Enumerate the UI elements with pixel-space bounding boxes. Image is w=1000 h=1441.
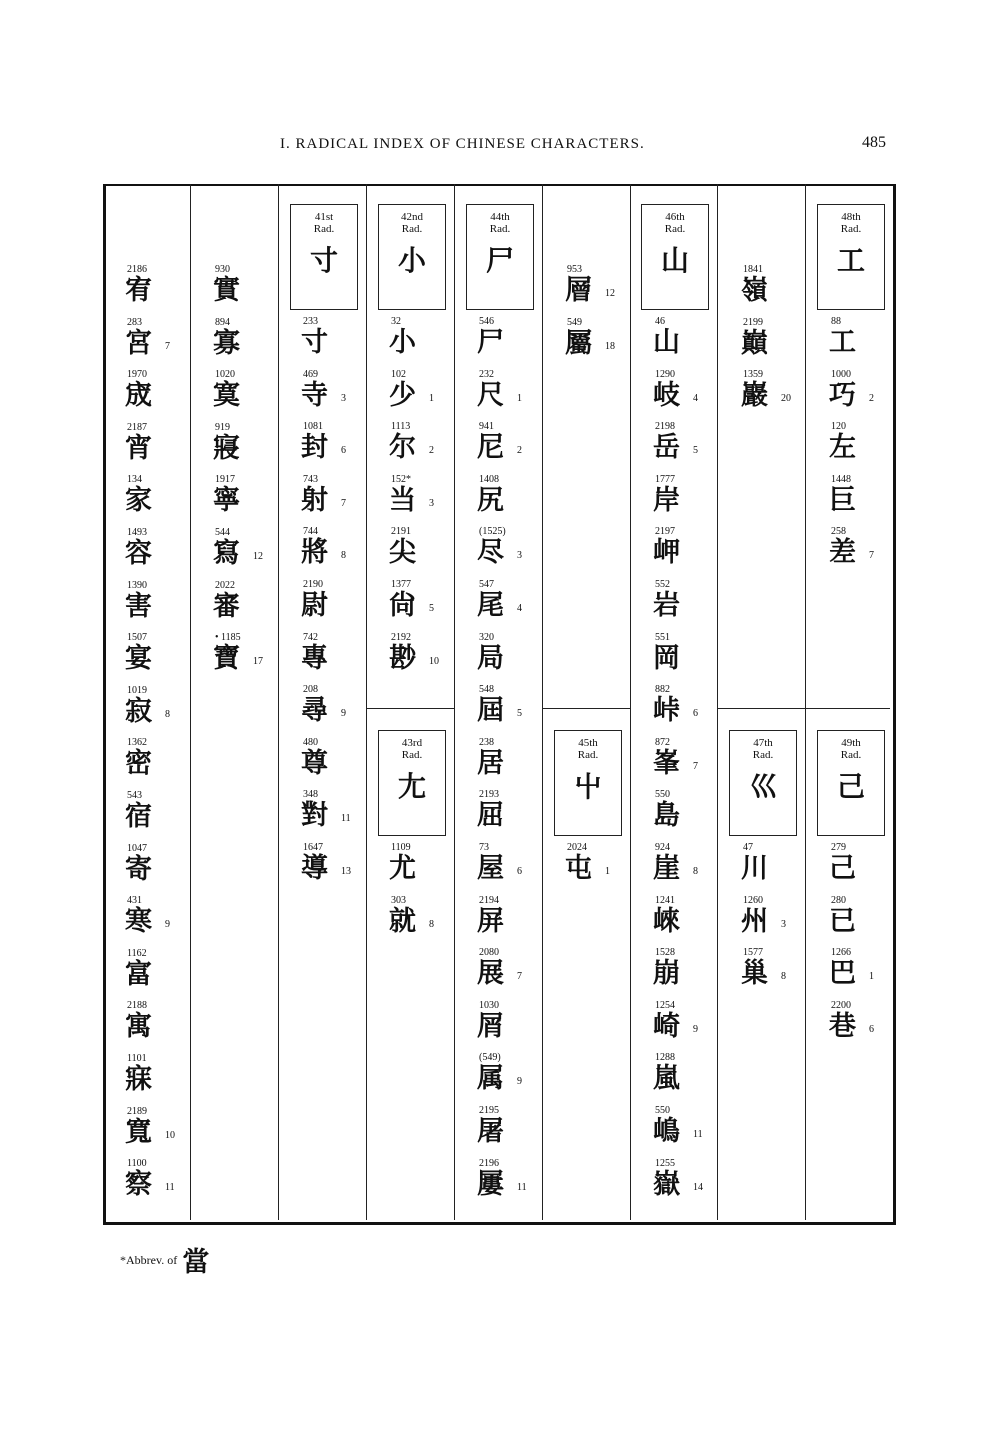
entry-number: 1288 — [655, 1052, 675, 1064]
entry-number: 348 — [303, 789, 318, 801]
entry-character: 層 — [565, 275, 592, 306]
entry-character: 左 — [829, 432, 856, 464]
entry-number: 919 — [215, 421, 230, 433]
entry-number: 233 — [303, 316, 318, 327]
entry-number: 2190 — [303, 579, 323, 590]
entry-stroke-count: 11 — [693, 1129, 703, 1140]
entry-character: 寡 — [213, 327, 240, 359]
entry-number: 1266 — [831, 947, 851, 959]
entry-number: 258 — [831, 526, 846, 538]
entry-stroke-count: 11 — [165, 1182, 175, 1194]
entry-number: 1362 — [127, 737, 147, 749]
radical-header-45 — [554, 730, 622, 836]
entry-character: 屏 — [477, 905, 504, 937]
entry-number: 152* — [391, 473, 411, 485]
entry-number: 550 — [655, 789, 670, 801]
entry-stroke-count: 9 — [165, 919, 170, 931]
entry-number: 2195 — [479, 1105, 499, 1116]
entry-number: 283 — [127, 316, 142, 328]
column-divider — [542, 184, 543, 1220]
entry-stroke-count: 8 — [781, 971, 786, 983]
entry-number: 1100 — [127, 1158, 147, 1170]
entry-number: 2024 — [567, 842, 587, 853]
entry-number: 2022 — [215, 579, 235, 591]
entry-number: 1254 — [655, 999, 675, 1011]
footnote-character: 當 — [182, 1247, 210, 1278]
entry-number: • 1185 — [215, 632, 241, 644]
radical-header-48 — [817, 204, 885, 310]
entry-character: 宿 — [125, 801, 152, 832]
entry-number: 431 — [127, 895, 142, 907]
entry-number: 1081 — [303, 421, 323, 433]
entry-stroke-count: 3 — [429, 497, 434, 509]
entry-character: 己 — [829, 853, 856, 884]
entry-number: 546 — [479, 316, 494, 327]
entry-number: 1019 — [127, 684, 147, 696]
entry-character: 寞 — [213, 380, 240, 412]
radical-label: 46th Rad. — [664, 211, 686, 235]
radical-header-46 — [641, 204, 709, 310]
entry-number: 279 — [831, 842, 846, 853]
entry-number: 238 — [479, 736, 494, 748]
entry-character: 宴 — [125, 643, 152, 675]
entry-number: 1917 — [215, 474, 235, 486]
entry-character: 尖 — [389, 537, 416, 569]
radical-label: 43rd Rad. — [401, 737, 423, 761]
entry-character: 宥 — [125, 275, 152, 306]
entry-character: 屢 — [477, 1168, 504, 1200]
entry-character: 宬 — [125, 380, 152, 412]
entry-character: 川 — [741, 853, 768, 884]
column-divider — [278, 184, 279, 1220]
entry-number: 1000 — [831, 368, 851, 380]
entry-number: 548 — [479, 684, 494, 696]
radical-character: 工 — [836, 244, 865, 277]
entry-character: 島 — [653, 800, 680, 832]
entry-character: 岸 — [653, 484, 680, 516]
entry-stroke-count: 3 — [781, 918, 786, 930]
radical-character: 己 — [836, 770, 865, 803]
entry-character: 尠 — [389, 642, 416, 674]
entry-stroke-count: 6 — [341, 445, 346, 457]
entry-character: 尤 — [389, 853, 416, 884]
entry-number: 882 — [655, 684, 670, 696]
entry-number: 930 — [215, 264, 230, 275]
entry-character: 小 — [389, 327, 416, 358]
entry-character: 岩 — [653, 590, 680, 621]
entry-character: 實 — [213, 275, 240, 306]
entry-character: 局 — [477, 642, 504, 674]
radical-label: 45th Rad. — [577, 737, 599, 761]
entry-stroke-count: 9 — [517, 1076, 522, 1088]
entry-number: 2186 — [127, 264, 147, 275]
entry-number: 1020 — [215, 369, 235, 381]
entry-number: 102 — [391, 368, 406, 380]
entry-number: 550 — [655, 1105, 670, 1116]
entry-number: 1359 — [743, 369, 763, 381]
entry-character: 寂 — [125, 695, 152, 727]
entry-character: 崖 — [653, 853, 680, 884]
column-divider — [190, 184, 191, 1220]
entry-number: 1377 — [391, 579, 411, 590]
entry-number: 208 — [303, 684, 318, 696]
entry-character: 屆 — [477, 695, 504, 727]
entry-stroke-count: 18 — [605, 340, 615, 352]
entry-stroke-count: 12 — [253, 551, 263, 562]
entry-number: 2192 — [391, 631, 411, 643]
entry-number: 941 — [479, 421, 494, 433]
entry-number: (1525) — [479, 526, 506, 538]
entry-stroke-count: 14 — [693, 1181, 703, 1193]
entry-stroke-count: 2 — [869, 392, 874, 404]
entry-character: 尊 — [301, 747, 328, 779]
entry-character: 岡 — [653, 642, 680, 674]
entry-character: 封 — [301, 432, 328, 464]
entry-number: 2187 — [127, 421, 147, 433]
entry-number: 742 — [303, 631, 318, 643]
entry-character: 岐 — [653, 379, 680, 411]
radical-label: 42nd Rad. — [401, 211, 423, 235]
entry-character: 工 — [829, 327, 856, 358]
entry-stroke-count: 7 — [693, 760, 698, 772]
entry-stroke-count: 9 — [341, 708, 346, 720]
entry-character: 射 — [301, 484, 328, 516]
section-divider — [543, 708, 630, 709]
entry-character: 巔 — [741, 327, 768, 359]
entry-character: 宵 — [125, 432, 152, 464]
entry-character: 崍 — [653, 905, 680, 937]
entry-character: 峠 — [653, 695, 680, 727]
entry-number: 1109 — [391, 842, 411, 853]
entry-character: 巖 — [741, 380, 768, 412]
entry-character: 巢 — [741, 958, 768, 990]
radical-header-47 — [729, 730, 797, 836]
entry-character: 專 — [301, 642, 328, 674]
entry-character: 寒 — [125, 906, 152, 938]
entry-character: 寧 — [213, 485, 240, 517]
entry-number: 2193 — [479, 789, 499, 801]
entry-number: 320 — [479, 631, 494, 643]
entry-number: 46 — [655, 316, 665, 327]
entry-character: 尼 — [477, 432, 504, 464]
entry-character: 就 — [389, 905, 416, 937]
entry-character: 宮 — [125, 327, 152, 359]
entry-character: 崎 — [653, 1010, 680, 1042]
entry-number: 1390 — [127, 579, 147, 591]
entry-stroke-count: 7 — [869, 550, 874, 562]
radical-character: 尢 — [397, 770, 426, 803]
entry-character: 巷 — [829, 1010, 856, 1042]
entry-number: 480 — [303, 736, 318, 748]
entry-character: 寶 — [213, 643, 240, 675]
entry-stroke-count: 8 — [165, 708, 170, 720]
entry-number: 2188 — [127, 1000, 147, 1012]
entry-number: 544 — [215, 527, 230, 538]
entry-character: 屠 — [477, 1116, 504, 1147]
entry-stroke-count: 5 — [517, 708, 522, 720]
entry-character: 寫 — [213, 538, 240, 569]
entry-number: 232 — [479, 368, 494, 380]
entry-stroke-count: 2 — [429, 445, 434, 457]
entry-character: 屋 — [477, 853, 504, 884]
entry-character: 寢 — [213, 432, 240, 464]
entry-stroke-count: 5 — [693, 445, 698, 457]
radical-character: 寸 — [309, 244, 338, 277]
entry-character: 屯 — [565, 853, 592, 884]
entry-stroke-count: 12 — [605, 288, 615, 299]
entry-number: 1507 — [127, 632, 147, 644]
entry-number: 1970 — [127, 369, 147, 381]
entry-character: 寄 — [125, 853, 152, 885]
entry-number: 47 — [743, 842, 753, 853]
radical-header-44 — [466, 204, 534, 310]
entry-character: 寬 — [125, 1116, 152, 1148]
entry-number: 1241 — [655, 894, 675, 906]
entry-number: 1841 — [743, 264, 763, 275]
entry-stroke-count: 10 — [165, 1129, 175, 1141]
entry-character: 州 — [741, 905, 768, 937]
entry-number: 469 — [303, 368, 318, 380]
footnote-text: *Abbrev. of — [120, 1253, 178, 1267]
entry-character: 居 — [477, 747, 504, 779]
entry-character: 尻 — [477, 484, 504, 516]
radical-character: 山 — [660, 244, 689, 277]
entry-stroke-count: 3 — [341, 392, 346, 404]
entry-character: 屈 — [477, 800, 504, 832]
entry-character: 屬 — [565, 327, 592, 359]
entry-character: 將 — [301, 537, 328, 569]
entry-number: 1113 — [391, 421, 411, 433]
entry-number: 2199 — [743, 316, 763, 328]
entry-character: 尙 — [389, 590, 416, 621]
entry-number: 2196 — [479, 1157, 499, 1169]
entry-number: 1101 — [127, 1053, 147, 1064]
entry-number: 1290 — [655, 368, 675, 380]
entry-stroke-count: 8 — [429, 918, 434, 930]
entry-number: 2197 — [655, 526, 675, 538]
entry-character: 崩 — [653, 958, 680, 990]
entry-stroke-count: 6 — [693, 708, 698, 720]
entry-number: 2191 — [391, 526, 411, 538]
entry-character: 尾 — [477, 590, 504, 621]
entry-number: 134 — [127, 474, 142, 486]
entry-number: 1162 — [127, 947, 147, 959]
entry-number: 1528 — [655, 947, 675, 959]
entry-number: 924 — [655, 842, 670, 853]
entry-number: 1647 — [303, 842, 323, 853]
entry-stroke-count: 1 — [429, 392, 434, 404]
entry-character: 山 — [653, 327, 680, 358]
entry-stroke-count: 13 — [341, 866, 351, 877]
entry-number: 743 — [303, 473, 318, 485]
entry-number: 744 — [303, 526, 318, 538]
entry-character: 尸 — [477, 327, 504, 358]
entry-character: 尽 — [477, 537, 504, 569]
entry-character: 嵐 — [653, 1063, 680, 1095]
entry-stroke-count: 8 — [341, 550, 346, 562]
radical-header-43 — [378, 730, 446, 836]
entry-number: 2189 — [127, 1105, 147, 1117]
radical-label: 44th Rad. — [489, 211, 511, 235]
entry-number: 88 — [831, 316, 841, 327]
entry-number: 120 — [831, 421, 846, 433]
entry-character: 尔 — [389, 432, 416, 464]
entry-character: 察 — [125, 1169, 152, 1201]
entry-stroke-count: 11 — [341, 813, 351, 825]
entry-character: 巧 — [829, 379, 856, 411]
entry-number: 1493 — [127, 527, 147, 538]
entry-number: 280 — [831, 894, 846, 906]
entry-character: 家 — [125, 485, 152, 517]
radical-character: 屮 — [573, 770, 602, 803]
radical-header-49 — [817, 730, 885, 836]
section-divider — [367, 708, 454, 709]
entry-character: 嶋 — [653, 1116, 680, 1147]
entry-number: 1255 — [655, 1157, 675, 1169]
entry-number: 552 — [655, 579, 670, 590]
entry-character: 尉 — [301, 590, 328, 621]
entry-character: 害 — [125, 590, 152, 622]
radical-label: 41st Rad. — [313, 211, 335, 235]
entry-number: 2200 — [831, 999, 851, 1011]
entry-character: 寓 — [125, 1011, 152, 1043]
entry-number: 543 — [127, 790, 142, 801]
entry-character: 嶺 — [741, 275, 768, 306]
column-divider — [454, 184, 455, 1220]
entry-number: 953 — [567, 264, 582, 275]
entry-number: 32 — [391, 316, 401, 327]
entry-stroke-count: 7 — [165, 340, 170, 352]
entry-number: 73 — [479, 842, 489, 853]
column-divider — [717, 184, 718, 1220]
entry-stroke-count: 3 — [517, 550, 522, 562]
running-header-title: I. RADICAL INDEX OF CHINESE CHARACTERS. — [280, 136, 645, 152]
entry-number: 551 — [655, 631, 670, 643]
entry-character: 差 — [829, 537, 856, 569]
entry-number: 1030 — [479, 999, 499, 1011]
entry-character: 属 — [477, 1063, 504, 1095]
entry-character: 嶽 — [653, 1168, 680, 1200]
entry-character: 富 — [125, 958, 152, 990]
entry-stroke-count: 2 — [517, 445, 522, 457]
entry-character: 容 — [125, 538, 152, 569]
entry-character: 岳 — [653, 432, 680, 464]
radical-label: 47th Rad. — [752, 737, 774, 761]
entry-stroke-count: 10 — [429, 655, 439, 667]
entry-character: 寸 — [301, 327, 328, 358]
entry-number: 894 — [215, 316, 230, 328]
entry-number: (549) — [479, 1052, 501, 1064]
entry-character: 峯 — [653, 747, 680, 779]
column-divider — [805, 184, 806, 1220]
section-divider — [718, 708, 890, 709]
entry-number: 303 — [391, 894, 406, 906]
entry-stroke-count: 6 — [517, 866, 522, 877]
entry-number: 2080 — [479, 947, 499, 959]
radical-character: 尸 — [485, 244, 514, 277]
radical-label: 48th Rad. — [840, 211, 862, 235]
entry-character: 当 — [389, 484, 416, 516]
entry-character: 密 — [125, 748, 152, 780]
entry-stroke-count: 1 — [605, 866, 610, 877]
radical-character: 巛 — [748, 770, 777, 803]
entry-stroke-count: 11 — [517, 1181, 527, 1193]
entry-stroke-count: 1 — [869, 971, 874, 983]
entry-character: 岬 — [653, 537, 680, 569]
column-divider — [630, 184, 631, 1220]
entry-character: 寐 — [125, 1064, 152, 1095]
entry-character: 對 — [301, 800, 328, 832]
entry-character: 尺 — [477, 379, 504, 411]
entry-character: 展 — [477, 958, 504, 990]
entry-number: 872 — [655, 736, 670, 748]
entry-character: 寺 — [301, 379, 328, 411]
entry-stroke-count: 7 — [517, 971, 522, 983]
entry-stroke-count: 17 — [253, 656, 263, 668]
entry-character: 巨 — [829, 484, 856, 516]
entry-character: 已 — [829, 905, 856, 937]
entry-stroke-count: 8 — [693, 866, 698, 877]
entry-number: 2198 — [655, 421, 675, 433]
entry-number: 547 — [479, 579, 494, 590]
entry-character: 巴 — [829, 958, 856, 990]
radical-label: 49th Rad. — [840, 737, 862, 761]
entry-number: 1577 — [743, 947, 763, 959]
entry-stroke-count: 4 — [517, 603, 522, 614]
entry-character: 審 — [213, 590, 240, 622]
entry-number: 1260 — [743, 894, 763, 906]
radical-header-41 — [290, 204, 358, 310]
entry-stroke-count: 7 — [341, 497, 346, 509]
entry-stroke-count: 5 — [429, 603, 434, 614]
entry-number: 2194 — [479, 894, 499, 906]
entry-stroke-count: 1 — [517, 392, 522, 404]
entry-character: 導 — [301, 853, 328, 884]
entry-stroke-count: 6 — [869, 1023, 874, 1035]
entry-character: 少 — [389, 379, 416, 411]
radical-header-42 — [378, 204, 446, 310]
radical-character: 小 — [397, 244, 426, 277]
entry-stroke-count: 4 — [693, 392, 698, 404]
entry-stroke-count: 9 — [693, 1023, 698, 1035]
entry-number: 1448 — [831, 473, 851, 485]
entry-number: 1047 — [127, 842, 147, 854]
entry-character: 屑 — [477, 1010, 504, 1042]
footnote — [120, 1240, 209, 1279]
entry-number: 1777 — [655, 473, 675, 485]
page-number: 485 — [862, 134, 886, 151]
entry-character: 尋 — [301, 695, 328, 727]
entry-number: 549 — [567, 316, 582, 328]
entry-stroke-count: 20 — [781, 393, 791, 405]
column-divider — [366, 184, 367, 1220]
entry-number: 1408 — [479, 473, 499, 485]
